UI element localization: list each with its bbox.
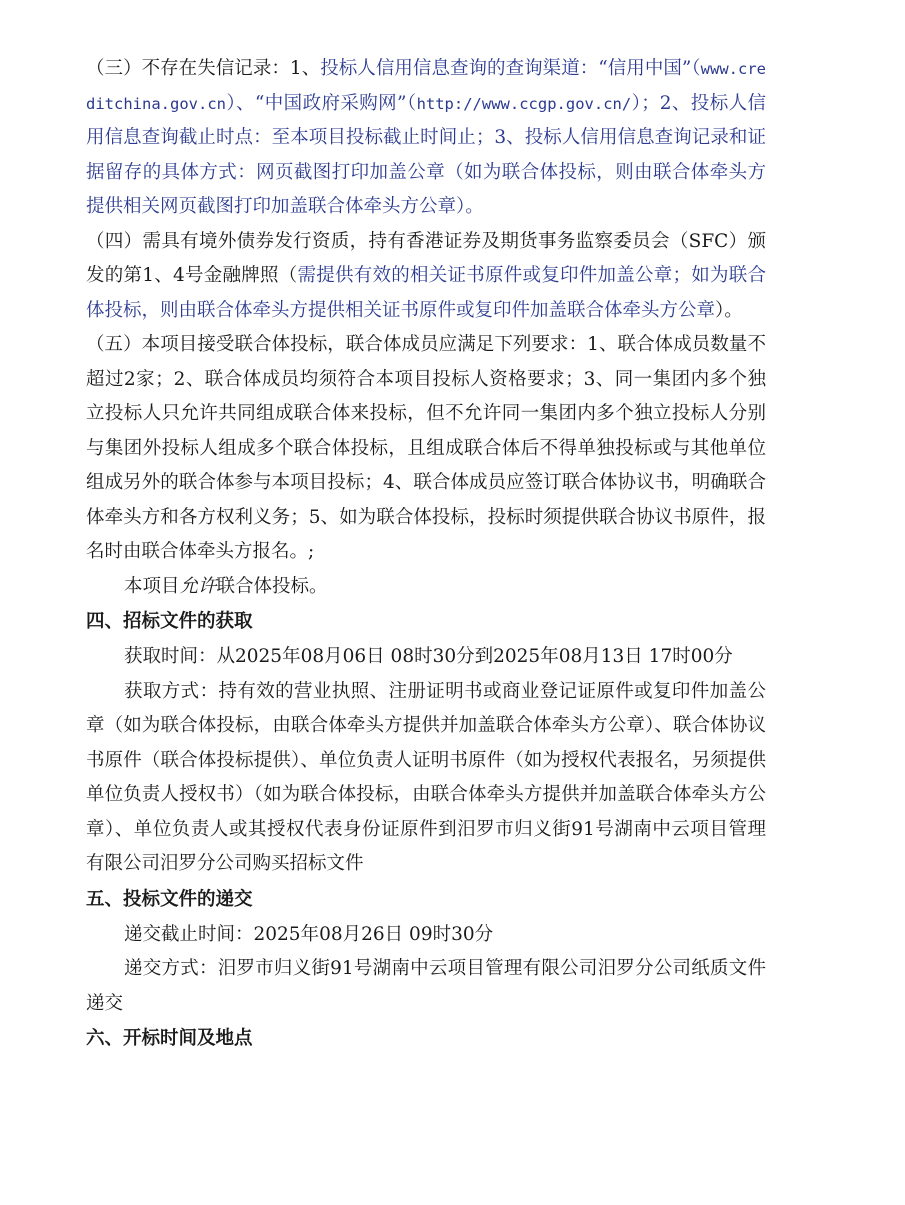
creditchina-url[interactable]: www.creditchina.gov.cn bbox=[86, 60, 766, 113]
submit-deadline: 递交截止时间：2025年08月26日 09时30分 bbox=[124, 923, 494, 945]
ccgp-label: ）、“中国政府采购网”（ bbox=[225, 92, 417, 114]
qualification-5: （五）本项目接受联合体投标，联合体成员应满足下列要求：1、联合体成员数量不超过2家；2、联合体成员均须符合本项目投标人资格要求；3、同一集团内多个独立投标人只允许共同组成联合体来投标，但不允许同一集团内多个独立投标人分别与集团外投标人组成多个联合体投标，且组成联合体后不得单独投标或与其他单位组成另外的联合体参与本项目投标；4、联合体成员应签订联合体协议书，明确联合体牵头方和各方权利义务；5、如为联合体投标，投标时须提供联合协议书原件，报名时由联合体牵头方报名。; bbox=[86, 334, 766, 562]
ccgp-url[interactable]: http://www.ccgp.gov.cn/ bbox=[416, 94, 632, 113]
consortium-allowed bbox=[86, 570, 766, 605]
consortium-allowed-pre: 本项目 bbox=[124, 575, 180, 597]
document-page bbox=[86, 52, 766, 1057]
qualification-4 bbox=[86, 225, 766, 329]
qualification-3 bbox=[86, 52, 766, 225]
obtain-time: 获取时间：从2025年08月06日 08时30分到2025年08月13日 17时00分 bbox=[124, 646, 733, 667]
consortium-allowed-em: 允许 bbox=[179, 575, 217, 597]
credit-query-details: ）；2、投标人信用信息查询截止时点：至本项目投标截止时间止；3、投标人信用信息查询记录和证据留存的具体方式：网页截图打印加盖公章（如为联合体投标，则由联合体牵头方提供相关网页截图打印加盖联合体牵头方公章）。 bbox=[86, 92, 766, 217]
obtain-method: 获取方式：持有效的营业执照、注册证明书或商业登记证原件或复印件加盖公章（如为联合体投标，由联合体牵头方提供并加盖联合体牵头方公章）、联合体协议书原件（联合体投标提供）、单位负责人证明书原件（如为授权代表报名，另须提供单位负责人授权书）（如为联合体投标，由联合体牵头方提供并加盖联合体牵头方公章）、单位负责人或其授权代表身份证原件到汨罗市归义街91号湖南中云项目管理有限公司汨罗分公司购买招标文件 bbox=[86, 680, 766, 874]
consortium-allowed-post: 联合体投标。 bbox=[216, 575, 328, 597]
qualification-4-lead: （四）需具有境外债券发行资质，持有香港证券及期货事务监察委员会（SFC）颁发的第1、4号金融牌照（ bbox=[86, 230, 766, 286]
heading-submit-documents: 五、投标文件的递交 bbox=[86, 888, 253, 910]
qualification-4-tail: ）。 bbox=[715, 299, 743, 321]
submit-method: 递交方式：汨罗市归义街91号湖南中云项目管理有限公司汨罗分公司纸质文件递交 bbox=[86, 958, 766, 1014]
license-proof-requirement: 需提供有效的相关证书原件或复印件加盖公章；如为联合体投标，则由联合体牵头方提供相关证书原件或复印件加盖联合体牵头方公章 bbox=[86, 265, 766, 321]
credit-query-channel: 投标人信用信息查询的查询渠道：“信用中国”（ bbox=[320, 58, 701, 79]
heading-bid-opening: 六、开标时间及地点 bbox=[86, 1028, 253, 1049]
heading-obtain-documents: 四、招标文件的获取 bbox=[86, 611, 253, 632]
qualification-3-lead: （三）不存在失信记录：1、 bbox=[86, 58, 321, 79]
